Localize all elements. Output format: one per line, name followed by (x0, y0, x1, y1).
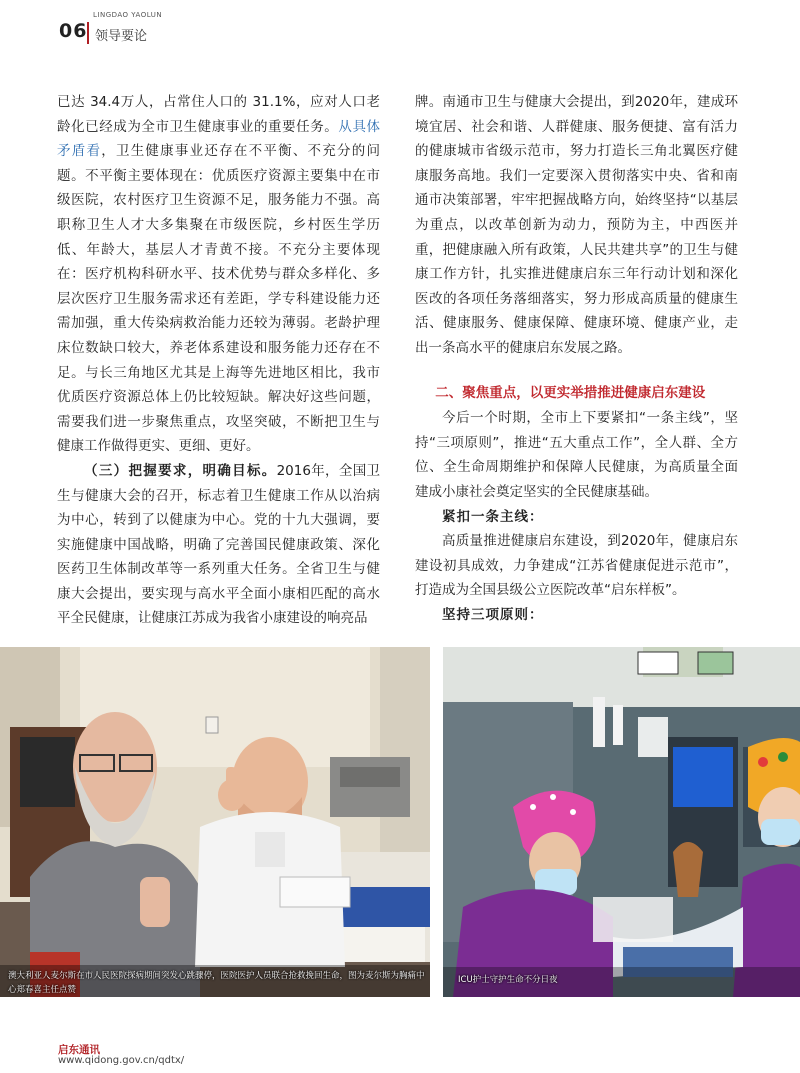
doctor-patient-illustration (0, 647, 430, 997)
icu-nurses-photo (443, 647, 800, 997)
paragraph: 已达 34.4万人，占常住人口的 31.1%，应对人口老龄化已经成为全市卫生健康事业的重要任务。从具体矛盾看，卫生健康事业还存在不平衡、不充分的问题。不平衡主要体现在：优质医疗资源主要集中在市级医院，农村医疗卫生资源不足，服务能力不强。高职称卫生人才大多集聚在市级医院，乡村医生学历低、年龄大，基层人才青黄不接。不充分主要体现在：医疗机构科研水平、技术优势与群众多样化、多层次医疗卫生服务需求还有差距，学专科建设能力还需加强，重大传染病救治能力还较为薄弱。老龄护理床位数缺口较大，养老体系建设和服务能力还存在不足。与长三角地区尤其是上海等先进地区相比，我市优质医疗资源总体上仍比较短缺。解决好这些问题，需要我们进一步聚焦重点，攻坚突破，不断把卫生与健康工作做得更实、更细、更好。 (57, 94, 381, 455)
subheading: 坚持三项原则： (442, 606, 544, 623)
subheading: 紧扣一条主线： (442, 508, 544, 525)
photo-caption: 澳大利亚人麦尔斯在市人民医院探病期间突发心跳骤停，医院医护人员联合抢救挽回生命，图为麦尔斯为胸痛中心郑春喜主任点赞 (8, 971, 425, 995)
publication-url[interactable]: www.qidong.gov.cn/qdtx/ (58, 1055, 185, 1066)
paragraph: 牌。南通市卫生与健康大会提出，到2020年，建成环境宜居、社会和谐、人群健康、服务便捷、富有活力的健康城市省级示范市，努力打造长三角北翼医疗健康服务高地。我们一定要深入贯彻落实中央、省和南通市决策部署，牢牢把握战略方向，始终坚持“以基层为重点，以改革创新为动力，预防为主，中西医并重，把健康融入所有政策，人民共建共享”的卫生与健康工作方针，扎实推进健康启东三年行动计划和深化医改的各项任务落细落实，努力形成高质量的健康生活、健康服务、健康保障、健康环境、健康产业，走出一条高水平的健康启东发展之路。 (415, 94, 738, 356)
paragraph: 今后一个时期，全市上下要紧扣“一条主线”，坚持“三项原则”，推进“五大重点工作”，全人群、全方位、全生命周期维护和保障人民健康，为高质量全面建成小康社会奠定坚实的全民健康基础。 (415, 410, 738, 500)
paragraph: （三）把握要求，明确目标。2016年，全国卫生与健康大会的召开，标志着卫生健康工作从以治病为中心，转到了以健康为中心。党的十九大强调，要实施健康中国战略，明确了完善国民健康政策、深化医药卫生体制改革等一系列重大任务。全省卫生与健康大会提出，要实现与高水平全面小康相匹配的高水平全民健康，让健康江苏成为我省小康建设的响亮品 (57, 462, 381, 627)
doctor-patient-photo (0, 647, 430, 997)
icu-nurses-illustration (443, 647, 800, 997)
highlighted-phrase: 从具体矛盾看 (57, 118, 381, 160)
section-pinyin: LINGDAO YAOLUN (93, 11, 163, 19)
section-heading: 二、聚焦重点，以更实举措推进健康启东建设 (435, 384, 706, 401)
photo-caption: ICU护士守护生命不分日夜 (458, 975, 558, 985)
paragraph: 高质量推进健康启东建设，到2020年，健康启东建设初具成效，力争建成“江苏省健康促进示范市”，打造成为全国县级公立医院改革“启东样板”。 (415, 533, 738, 599)
subsection-lead: （三）把握要求，明确目标。 (84, 462, 277, 479)
header-divider (87, 22, 89, 44)
right-text-column (415, 90, 738, 627)
left-text-column (57, 90, 380, 631)
page-number: 06 (59, 20, 88, 42)
section-title: 领导要论 (95, 29, 148, 44)
page-header (57, 8, 163, 46)
publication-name: 启东通讯 (58, 1044, 100, 1056)
